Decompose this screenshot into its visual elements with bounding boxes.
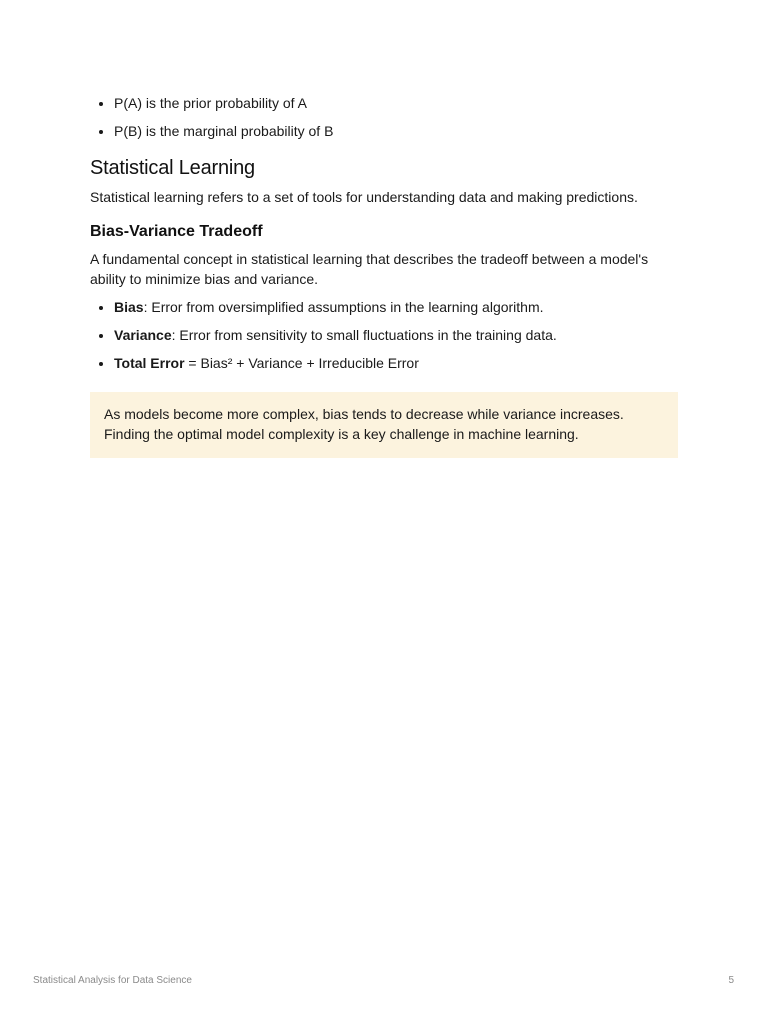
section-intro: Statistical learning refers to a set of tools for understanding data and making predictions. — [90, 189, 638, 205]
term-text: : Error from oversimplified assumptions in the learning algorithm. — [143, 299, 544, 315]
subsection-heading: Bias-Variance Tradeoff — [90, 223, 263, 240]
term-text: : Error from sensitivity to small fluctuations in the training data. — [171, 327, 557, 343]
list-item — [114, 325, 678, 345]
list-item — [114, 297, 678, 317]
probability-definitions-list — [90, 93, 678, 141]
subsection-description: A fundamental concept in statistical learning that describes the tradeoff between a model's ability to minimize bias and variance. — [90, 251, 649, 287]
list-item: P(A) is the prior probability of A — [114, 93, 678, 113]
term-label: Total Error — [114, 355, 185, 371]
term-text: = Bias² + Variance + Irreducible Error — [184, 355, 419, 371]
list-item — [114, 353, 678, 373]
page-content — [90, 90, 678, 458]
footer-document-title: Statistical Analysis for Data Science — [33, 975, 192, 986]
page-footer — [33, 975, 734, 986]
term-label: Variance — [114, 327, 172, 343]
section-heading: Statistical Learning — [90, 157, 255, 179]
bias-variance-terms-list — [90, 297, 678, 373]
term-label: Bias — [114, 299, 144, 315]
note-callout: As models become more complex, bias tends to decrease while variance increases. Finding the optimal model complexity is a key challenge in machine learning. — [90, 392, 678, 458]
list-item: P(B) is the marginal probability of B — [114, 121, 678, 141]
footer-page-number: 5 — [728, 975, 734, 986]
